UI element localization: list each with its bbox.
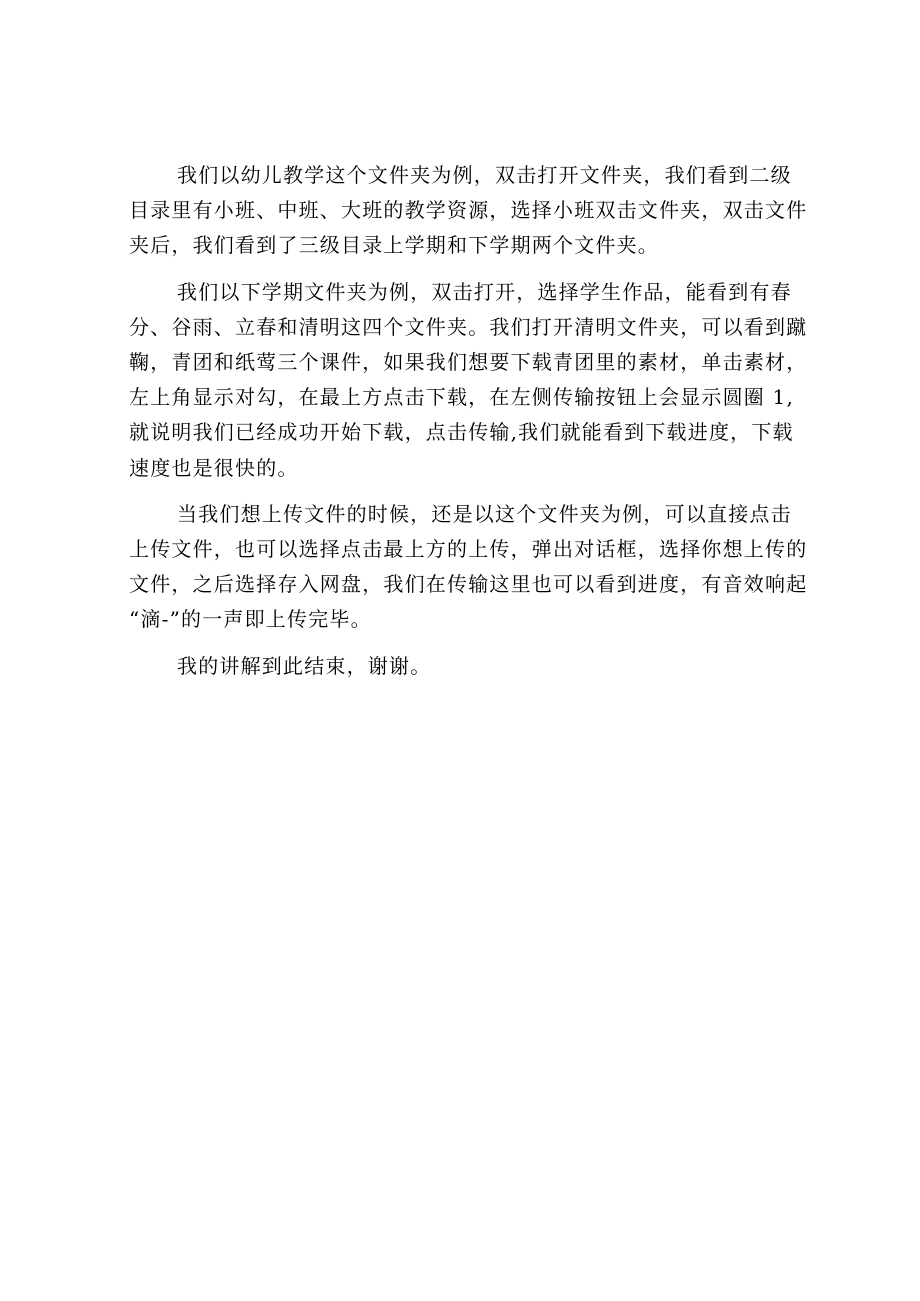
- paragraph-2: [129, 275, 827, 486]
- paragraph-1: [129, 158, 827, 264]
- paragraph-line: “滴-”的一声即上传完毕。: [129, 607, 372, 632]
- paragraph-4: [129, 649, 827, 684]
- paragraph-line: 我的讲解到此结束，谢谢。: [177, 653, 432, 678]
- paragraph-line: 夹后，我们看到了三级目录上学期和下学期两个文件夹。: [129, 233, 659, 258]
- paragraph-line: 当我们想上传文件的时候，还是以这个文件夹为例，可以直接点击: [177, 501, 792, 526]
- paragraph-line: 我们以幼儿教学这个文件夹为例，双击打开文件夹，我们看到二级: [177, 163, 792, 187]
- document-body: [129, 158, 827, 684]
- paragraph-line: 目录里有小班、中班、大班的教学资源，选择小班双击文件夹，双击文件: [129, 198, 808, 223]
- paragraph-3: [129, 497, 827, 638]
- paragraph-line: 就说明我们已经成功开始下载，点击传输,我们就能看到下载进度，下载: [129, 420, 794, 445]
- paragraph-line: 鞠，青团和纸莺三个课件，如果我们想要下载青团里的素材，单击素材，: [129, 350, 808, 375]
- paragraph-line: 速度也是很快的。: [129, 455, 299, 480]
- paragraph-line: 文件，之后选择存入网盘，我们在传输这里也可以看到进度，有音效响起: [129, 572, 808, 597]
- paragraph-line: 我们以下学期文件夹为例，双击打开，选择学生作品，能看到有春: [177, 279, 792, 304]
- paragraph-line: 分、谷雨、立春和清明这四个文件夹。我们打开清明文件夹，可以看到蹴: [129, 314, 808, 339]
- paragraph-line: 上传文件，也可以选择点击最上方的上传，弹出对话框，选择你想上传的: [129, 537, 808, 562]
- paragraph-line: 左上角显示对勾，在最上方点击下载，在左侧传输按钮上会显示圆圈 1,: [129, 385, 795, 410]
